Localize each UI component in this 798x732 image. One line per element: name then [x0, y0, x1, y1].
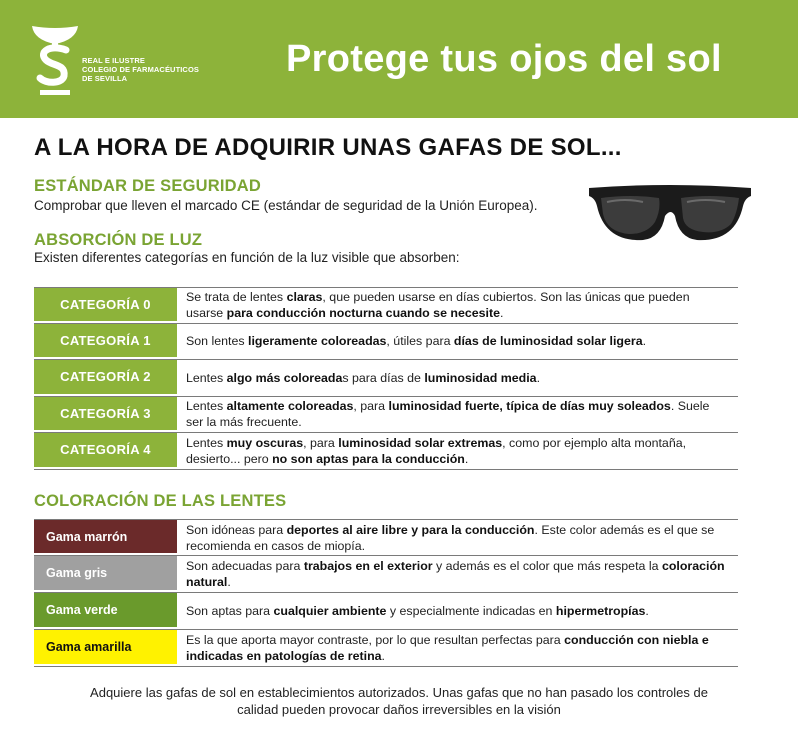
lens-description: Son idóneas para deportes al aire libre y para la conducción. Este color además es el que se recomienda en casos de miopía.: [186, 522, 715, 553]
lens-color-table: [34, 519, 738, 667]
category-description: Se trata de lentes claras, que pueden usarse en días cubiertos. Son las únicas que pueden usarse para conducción nocturna cuando se necesite.: [186, 290, 690, 321]
category-label: CATEGORÍA 0: [34, 288, 177, 323]
main-heading: A LA HORA DE ADQUIRIR UNAS GAFAS DE SOL...: [34, 134, 622, 161]
category-description: Lentes muy oscuras, para luminosidad solar extremas, como por ejemplo alta montaña, desierto... pero no son aptas para la conducción.: [186, 435, 687, 466]
lens-row: [34, 556, 738, 593]
category-row: [34, 360, 738, 397]
logo-text-line-1: REAL E ILUSTRE: [82, 56, 145, 65]
lens-description: Son adecuadas para trabajos en el exterior y además es el color que más respeta la coloración natural.: [186, 559, 725, 589]
safety-section-title: ESTÁNDAR DE SEGURIDAD: [34, 177, 261, 195]
lens-label: Gama gris: [34, 556, 177, 592]
pharmacy-chalice-snake-icon: [30, 20, 80, 98]
footer-note: [40, 684, 758, 718]
logo-text-line-3: DE SEVILLA: [82, 74, 128, 83]
categories-table: [34, 287, 738, 470]
page-title: Protege tus ojos del sol: [286, 38, 722, 80]
lens-row: [34, 593, 738, 630]
category-description: Lentes algo más coloreadas para días de luminosidad media.: [186, 370, 541, 385]
absorption-section-title: ABSORCIÓN DE LUZ: [34, 231, 203, 249]
logo-text-line-2: COLEGIO DE FARMACÉUTICOS: [82, 65, 199, 74]
lens-label: Gama verde: [34, 593, 177, 629]
lens-label: Gama amarilla: [34, 630, 177, 666]
sunglasses-icon: [585, 180, 755, 252]
header-banner: [0, 0, 798, 118]
absorption-section-text: Existen diferentes categorías en función de la luz visible que absorben:: [34, 250, 460, 265]
category-row: [34, 397, 738, 434]
category-label: CATEGORÍA 4: [34, 433, 177, 469]
lens-label: Gama marrón: [34, 520, 177, 555]
category-row: [34, 287, 738, 324]
category-label: CATEGORÍA 2: [34, 360, 177, 396]
category-label: CATEGORÍA 3: [34, 397, 177, 433]
category-row: [34, 433, 738, 470]
footer-line-2: calidad pueden provocar daños irreversibles en la visión: [237, 702, 561, 717]
safety-section-text: Comprobar que lleven el marcado CE (estándar de seguridad de la Unión Europea).: [34, 198, 538, 213]
coloration-section-title: COLORACIÓN DE LAS LENTES: [34, 492, 287, 510]
lens-row: [34, 630, 738, 667]
category-row: [34, 324, 738, 361]
footer-line-1: Adquiere las gafas de sol en establecimientos autorizados. Unas gafas que no han pasado los controles de: [90, 685, 708, 700]
category-description: Lentes altamente coloreadas, para luminosidad fuerte, típica de días muy soleados. Suele ser la más frecuente.: [186, 399, 710, 430]
logo-text: [82, 56, 199, 83]
lens-description: Es la que aporta mayor contraste, por lo que resultan perfectas para conducción con niebla e indicadas en patologías de retina.: [186, 633, 709, 663]
category-description: Son lentes ligeramente coloreadas, útiles para días de luminosidad solar ligera.: [186, 334, 647, 349]
lens-row: [34, 519, 738, 556]
category-label: CATEGORÍA 1: [34, 324, 177, 360]
lens-description: Son aptas para cualquier ambiente y especialmente indicadas en hipermetropías.: [186, 604, 649, 618]
